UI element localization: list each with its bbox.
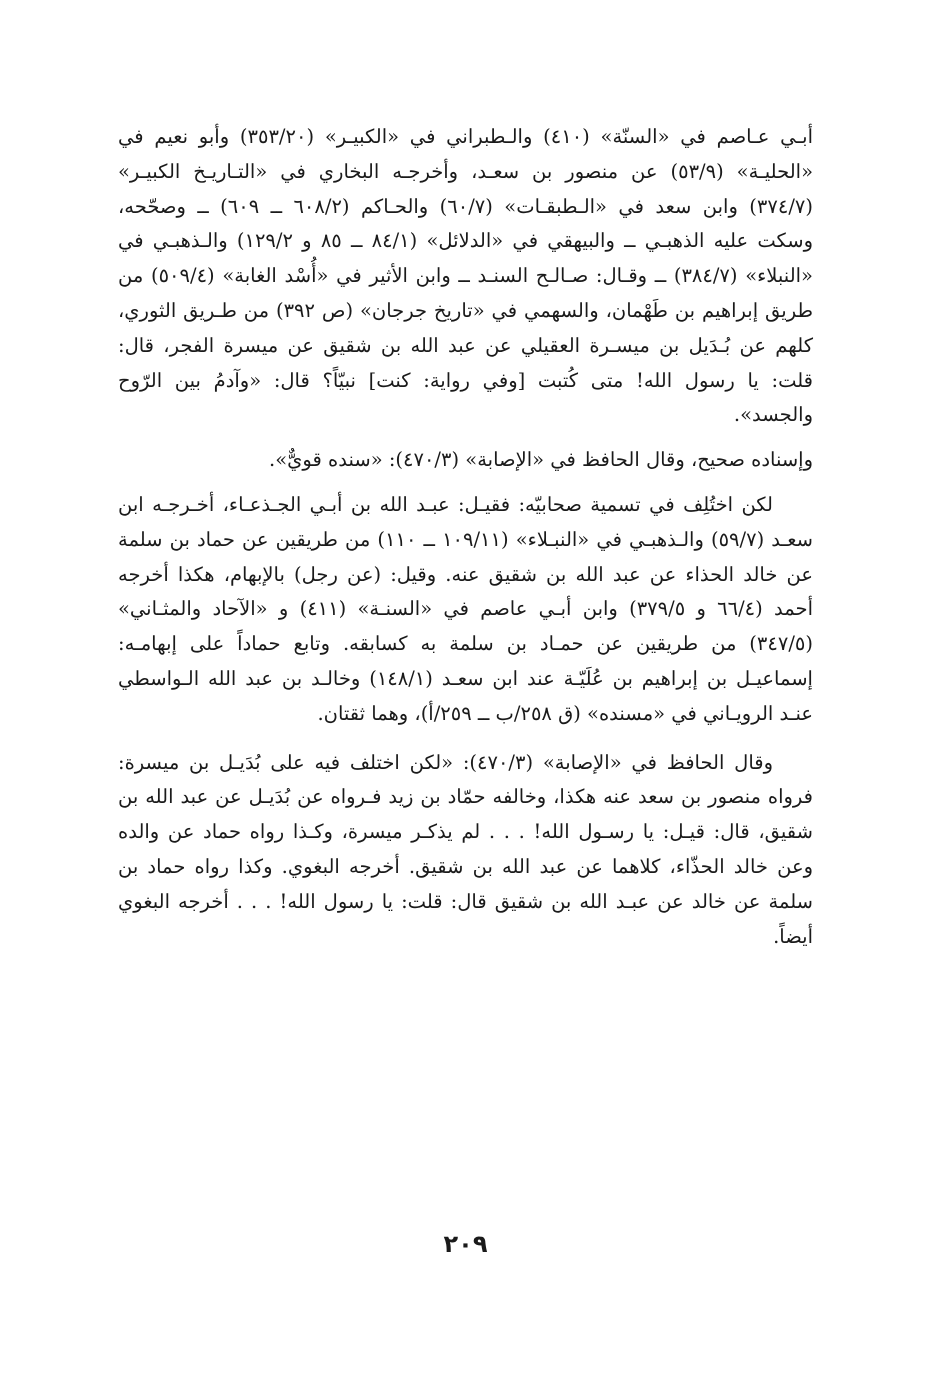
page-body	[118, 120, 813, 954]
page-number: ٢٠٩	[443, 1230, 488, 1258]
paragraph-2: وإسناده صحيح، وقال الحافظ في «الإصابة» (٤٧٠/٣): «سنده قويٌّ».	[269, 448, 813, 472]
paragraph-1: أبـي عـاصم في «السنّة» (٤١٠) والـطبراني في «الكبيـر» (٣٥٣/٢٠) وأبو نعيم في «الحليـة» (٥٣/٩) عن منصور بن سعـد، وأخرجـه البخاري في «التـاريـخ الكبيـر» (٣٧٤/٧) وابن سعد في «الـطبقـات» (٦٠/٧) والحـاكم (٦٠٨/٢ ــ ٦٠٩) ــ وصحّحه، وسكت عليه الذهبـي ــ والبيهقي في «الدلائل» (٨٤/١ ــ ٨٥ و ١٢٩/٢) والـذهبـي في «النبلاء» (٣٨٤/٧) ــ وقـال: صـالـح السنـد ــ وابن الأثير في «أُسْد الغابة» (٥٠٩/٤) من طريق إبراهيم بن طَهْمان، والسهمي في «تاريخ جرجان» (ص ٣٩٢) من طـريق الثوري، كلهم عن بُـدَيل بن ميسـرة العقيلي عن عبد الله بن شقيق عن ميسرة الفجر، قال: قلت: يا رسول الله! متى كُتبت [وفي رواية: كنت] نبيّاً؟ قال: «وآدمُ بين الرّوح والجسد».	[118, 125, 814, 427]
paragraph-4: وقال الحافظ في «الإصابة» (٤٧٠/٣): «لكن اختلف فيه على بُدَيـل بن ميسرة: فرواه منصور بن سعد عنه هكذا، وخالفه حمّاد بن زيد فـرواه عن بُدَيـل عن عبد الله بن شقيق، قال: قيـل: يا رسـول الله! . . . لم يذكـر ميسرة، وكـذا رواه حماد عن والده وعن خالد الحذّاء، كلاهما عن عبد الله بن شقيق. أخرجه البغوي. وكذا رواه حماد بن سلمة عن خالد عن عبـد الله بن شقيق قال: قلت: يا رسول الله! . . . أخرجه البغوي أيضاً.	[118, 750, 813, 948]
paragraph-3: لكن اختُلِف في تسمية صحابيّه: فقيـل: عبـد الله بن أبـي الجـذعـاء، أخـرجـه ابن سعـد (٥٩/٧) والـذهبـي في «النبـلاء» (١٠٩/١١ ــ ١١٠) من طريقين عن حماد بن سلمة عن خالد الحذاء عن عبد الله بن شقيق عنه. وقيل: (عن رجل) بالإبهام، هكذا أخرجه أحمد (٦٦/٤ و ٣٧٩/٥) وابن أبـي عاصم في «السنـة» (٤١١) و «الآحاد والمثـاني» (٣٤٧/٥) من طريقين عن حمـاد بن سلمة به كسابقه. وتابع حماداً على إبهامـه: إسماعيـل بن إبراهيم بن عُلَيّـة عند ابن سعـد (١٤٨/١) وخالـد بن عبد الله الـواسطي عنـد الرويـاني في «مسنده» (ق ٢٥٨/ب ــ ٢٥٩/أ)، وهما ثقتان.	[118, 492, 813, 725]
